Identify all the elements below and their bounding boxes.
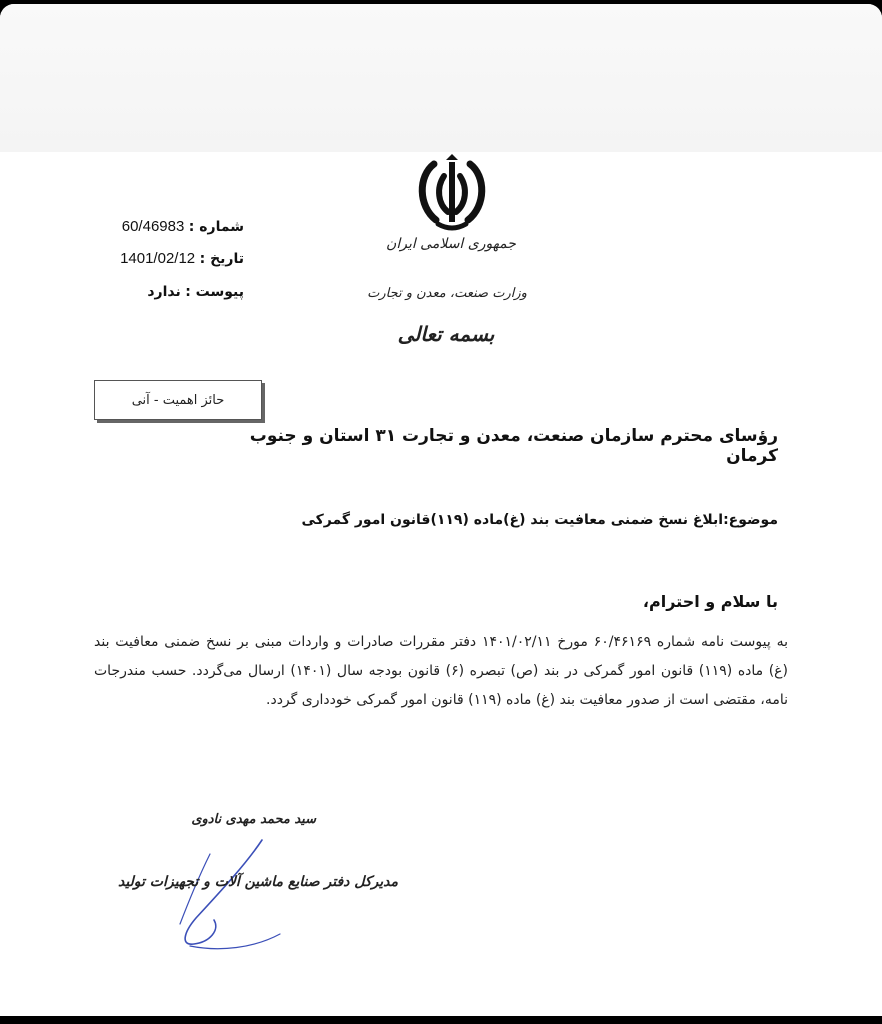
greeting: با سلام و احترام،: [642, 592, 778, 611]
letter-date: [60, 250, 244, 276]
letter-number-label: شماره :: [188, 219, 244, 235]
letter-attachment-value: ندارد: [147, 284, 181, 300]
priority-stamp: حائز اهمیت - آنی: [94, 380, 262, 420]
signer-title: مدیرکل دفتر صنایع ماشین آلات و تجهیزات تولید: [117, 874, 398, 890]
letter-attachment-label: پیوست :: [185, 284, 244, 300]
letter-attachment: [60, 284, 244, 310]
letter-number: [60, 218, 244, 244]
letter-page: [0, 4, 882, 1016]
handwritten-signature-icon: [150, 834, 300, 954]
page-top-shade: [0, 4, 882, 152]
letter-subject: موضوع:ابلاغ نسخ ضمنی معافیت بند (غ)ماده (۱۱۹)قانون امور گمرکی: [301, 512, 778, 528]
addressee: رؤسای محترم سازمان صنعت، معدن و تجارت ۳۱ استان و جنوب کرمان: [249, 426, 778, 466]
ministry-name: وزارت صنعت، معدن و تجارت: [367, 286, 527, 301]
invocation: بسمه تعالی: [397, 322, 495, 346]
signer-name: سید محمد مهدی نادوی: [191, 812, 316, 827]
letter-number-value: 60/46983: [121, 218, 185, 235]
letter-body: به پیوست نامه شماره ۶۰/۴۶۱۶۹ مورخ ۱۴۰۱/۰۲/۱۱ دفتر مقررات صادرات و واردات مبنی بر نسخ ضمنی معافیت بند (غ) ماده (۱۱۹) قانون امور گمرکی در بند (ص) تبصره (۶) قانون بودجه سال (۱۴۰۱) ارسال می‌گردد. حسب مندرجات نامه، مقتضی است از صدور معافیت بند (غ) ماده (۱۱۹) قانون امور گمرکی خودداری گردد.: [94, 634, 788, 708]
republic-name: جمهوری اسلامی ایران: [386, 236, 516, 252]
letter-date-value: 1401/02/12: [120, 250, 196, 267]
letter-date-label: تاریخ :: [199, 251, 244, 267]
iran-emblem-icon: [412, 154, 492, 236]
